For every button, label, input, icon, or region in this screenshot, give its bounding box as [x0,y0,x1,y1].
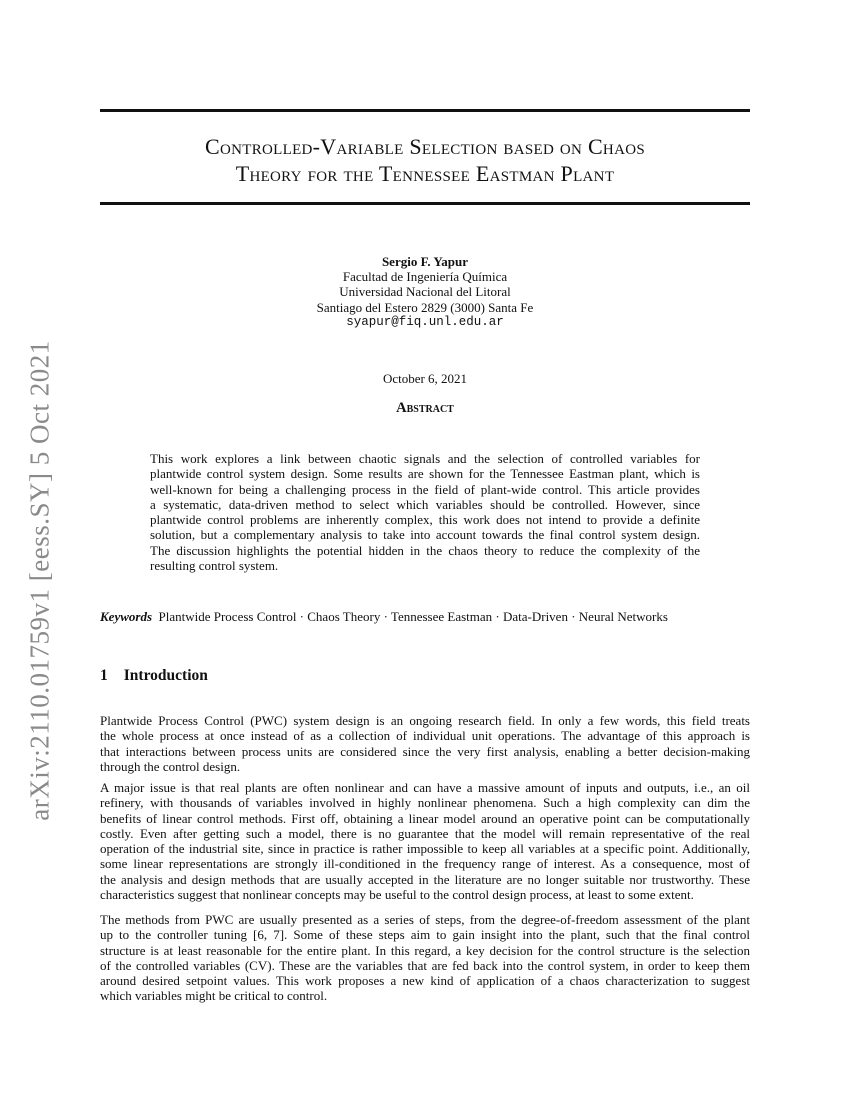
text-line: costly. Even after getting such a model, there is no guarantee that the model will remain representative of the real [100,825,750,841]
text-line: well-known for being a challenging process in the field of plant-wide control. This article provides [150,481,700,497]
arxiv-stamp: arXiv:2110.01759v1 [eess.SY] 5 Oct 2021 [24,340,55,821]
paper-title-line-1: Controlled-Variable Selection based on Chaos [205,134,645,159]
section-heading-introduction [100,667,224,685]
keywords [100,609,668,625]
author-block [100,254,750,330]
text-line: plantwide control system design. Some results are shown for the Tennessee Eastman plant, which is [150,466,700,482]
bottom-rule [100,202,750,205]
text-line: of the controlled variables (CV). These are the variables that are fed back into the control system, in order to keep them [100,957,750,973]
abstract-heading: Abstract [396,400,454,416]
top-rule [100,109,750,112]
text-line: A major issue is that real plants are often nonlinear and can have a massive amount of inputs and outputs, i.e., an oil [100,780,750,795]
section-title: Introduction [123,667,208,684]
text-line: that interactions between process units are considered since the very first analysis, enabling a better decision-making [100,743,750,759]
text-line: the analysis and design methods that are usually accepted in the literature are no longer suitable nor trustworthy. These [100,871,750,887]
text-line: solution, but a complementary analysis to take into account towards the final control system design. [150,527,700,543]
text-line: which variables might be critical to control. [100,988,328,1004]
text-line: up to the controller tuning [6, 7]. Some of these steps aim to gain insight into the plant, such that the final control [100,927,750,943]
text-line: plantwide control problems are inherently complex, this work does not intend to provide a definite [150,512,700,528]
author-email[interactable]: syapur@fiq.unl.edu.ar [346,314,504,329]
text-line: structure is at least reasonable for the entire plant. In this regard, a key decision for the control structure is the selection [100,942,750,958]
text-line: The discussion highlights the potential hidden in the chaos theory to reduce the complexity of the [150,542,700,558]
section-number: 1 [100,667,108,684]
keywords-list: Plantwide Process Control · Chaos Theory · Tennessee Eastman · Data-Driven · Neural Networks [158,609,668,624]
author-name: Sergio F. Yapur [381,254,469,269]
author-affiliation-1: Facultad de Ingeniería Química [342,269,508,285]
intro-paragraph-1 [100,713,750,774]
text-line: This work explores a link between chaotic signals and the selection of controlled variables for [150,451,700,466]
text-line: characteristics suggest that nonlinear concepts may be useful to the control design process, at least to some extent. [100,887,694,903]
abstract-body [150,451,700,573]
paper-title-line-2: Theory for the Tennessee Eastman Plant [235,161,615,186]
text-line: The methods from PWC are usually presented as a series of steps, from the degree-of-freedom assessment of the plant [100,912,750,927]
text-line: Plantwide Process Control (PWC) system design is an ongoing research field. In only a few words, this field treats [100,713,750,728]
intro-paragraph-2 [100,780,750,902]
intro-paragraph-3 [100,912,750,1004]
text-line: through the control design. [100,758,241,774]
paper-date: October 6, 2021 [382,371,468,386]
text-line: refinery, with thousands of variables involved in highly nonlinear phenomena. Such a high complexity can dim the [100,795,750,811]
author-affiliation-2: Universidad Nacional del Litoral [339,284,511,300]
text-line: resulting control system. [150,558,279,574]
author-address: Santiago del Estero 2829 (3000) Santa Fe [316,299,534,315]
text-line: benefits of linear control methods. First off, obtaining a linear model around an operative point can be computationally [100,810,750,826]
text-line: operation of the industrial site, since in practice is rather impossible to keep all variables at a specific point. Additionally, [100,841,750,857]
text-line: around desired setpoint values. This work proposes a new kind of application of a chaos characterization to suggest [100,973,750,989]
text-line: a systematic, data-driven method to select which variables should be controlled. However, since [150,496,700,512]
text-line: the whole process at once instead of as a collection of individual unit operations. The advantage of this approach is [100,728,750,744]
text-line: some linear representations are strongly ill-conditioned in the frequency range of interest. As a consequence, most of [100,856,750,872]
keywords-label: Keywords [100,609,152,624]
